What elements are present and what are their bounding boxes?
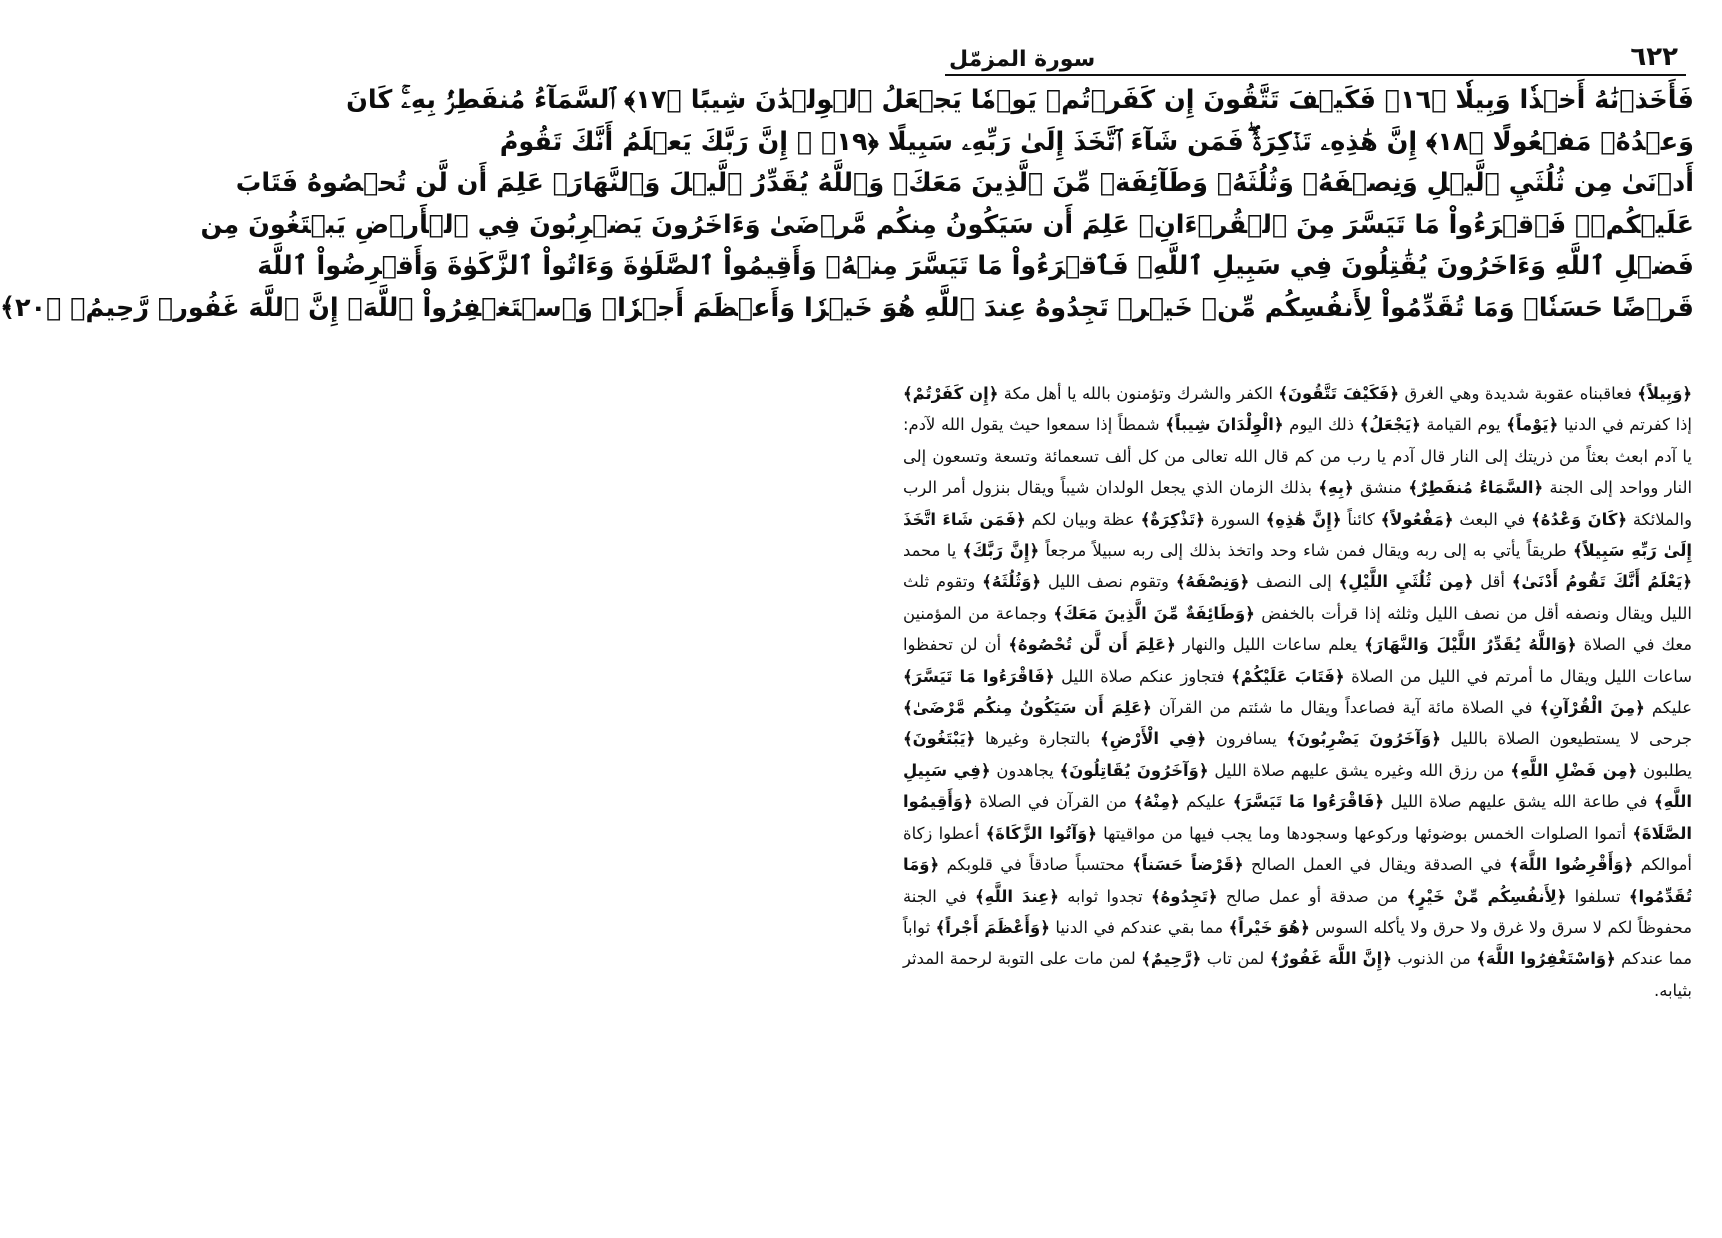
commentary-text: أقل [1473, 572, 1512, 592]
quran-quote: ﴿وَآخَرُونَ يُقَاتِلُونَ﴾ [1059, 760, 1209, 780]
commentary-text: يا محمد [903, 541, 963, 561]
quran-quote: ﴿الْوِلْدَانَ شِيباً﴾ [1165, 415, 1284, 435]
commentary-text: إلى النصف [1249, 572, 1339, 592]
commentary-text: بذلك الزمان الذي يجعل الولدان شيباً ويقال بنزول أمر الرب والملائكة [903, 478, 1692, 529]
surah-title: سورة المزمّل [949, 47, 1096, 72]
quran-quote: ﴿وَطَائِفَةٌ مِّنَ الَّذِينَ مَعَكَ﴾ [1053, 603, 1255, 623]
quran-quote: ﴿هُوَ خَيْراً﴾ [1228, 917, 1310, 937]
quran-quote: ﴿فَتَابَ عَلَيْكُمْ﴾ [1231, 666, 1345, 686]
quran-quote: ﴿إِنَّ رَبَّكَ﴾ [962, 541, 1040, 561]
quran-quote: ﴿وَأَقْرِضُوا اللَّهَ﴾ [1509, 855, 1634, 875]
quran-quote: ﴿فِي سَبِيلِ اللَّهِ﴾ [903, 760, 1692, 812]
commentary-text: يطلبون [1637, 760, 1692, 780]
quran-line: فَضۡلِ ٱللَّهِ وَءَاخَرُونَ يُقَٰتِلُونَ فِي سَبِيلِ ٱللَّهِۖ فَٱقۡرَءُواْ مَا تَيَسَّرَ مِنۡهُۚ وَأَقِيمُواْ ٱلصَّلَوٰةَ وَءَاتُواْ ٱلزَّكَوٰةَ وَأَقۡرِضُواْ ٱللَّهَ [257, 251, 1694, 281]
commentary-text: جرحى لا يستطيعون الصلاة بالليل [1440, 729, 1692, 749]
quran-quote: ﴿عَلِمَ أَن سَيَكُونُ مِنكُم مَّرْضَىٰ﴾ [903, 698, 1152, 718]
quran-quote: ﴿فَاقْرَءُوا مَا تَيَسَّرَ﴾ [903, 666, 1055, 686]
commentary-text: من الذنوب [1391, 949, 1477, 969]
commentary-text: منشق [1353, 478, 1409, 498]
quran-quote: ﴿يَجْعَلُ﴾ [1359, 415, 1421, 435]
quran-quote: ﴿يَوْماً﴾ [1506, 415, 1559, 435]
commentary-text: من صدقة أو عمل صالح [1217, 886, 1407, 906]
quran-quote: ﴿عَلِمَ أَن لَّن تُحْصُوهُ﴾ [1008, 635, 1176, 655]
commentary-paragraph [903, 378, 1692, 1006]
quran-quote: ﴿لِأَنفُسِكُم مِّنْ خَيْرٍ﴾ [1406, 886, 1567, 906]
quran-quote: ﴿وَأَعْظَمَ أَجْراً﴾ [935, 917, 1050, 937]
commentary-text: من القرآن في الصلاة [972, 792, 1134, 812]
quran-quote: ﴿فَكَيْفَ تَتَّقُونَ﴾ [1278, 384, 1399, 403]
quran-quote: ﴿وَنِصْفَهُ﴾ [1175, 572, 1250, 592]
quran-quote: ﴿كَانَ وَعْدُهُ﴾ [1531, 509, 1627, 529]
commentary-text: طريقاً يأتي به إلى ربه ويقال فمن شاء وحد واتخذ بذلك إلى ربه سبيلاً مرجعاً [1039, 541, 1573, 561]
quran-quote: ﴿إِنَّ اللَّهَ غَفُورٌ﴾ [1269, 949, 1392, 969]
commentary-text: كائناً [1341, 509, 1381, 529]
quran-quote: ﴿وَاسْتَغْفِرُوا اللَّهَ﴾ [1476, 949, 1616, 969]
quran-quote: ﴿يَبْتَغُونَ﴾ [903, 729, 976, 749]
quran-quote: ﴿مِن فَضْلِ اللَّهِ﴾ [1510, 760, 1638, 780]
commentary-text: في البعث [1453, 509, 1532, 529]
quran-quote: ﴿يَعْلَمُ أَنَّكَ تَقُومُ أَدْنَىٰ﴾ [1511, 572, 1692, 592]
quran-quote: ﴿مَفْعُولاً﴾ [1380, 509, 1454, 529]
quran-quote: ﴿فَاقْرَءُوا مَا تَيَسَّرَ﴾ [1232, 792, 1384, 812]
commentary-text: في الصدقة ويقال في العمل الصالح [1243, 855, 1510, 875]
commentary-text: في طاعة الله يشق عليهم صلاة الليل [1383, 792, 1654, 812]
commentary-text: ثواباً مما عندكم [903, 917, 1693, 969]
quran-quote: ﴿وَآتُوا الزَّكَاةَ﴾ [985, 823, 1097, 843]
quran-quote: ﴿وَآخَرُونَ يَضْرِبُونَ﴾ [1286, 729, 1441, 749]
commentary-text: فتجاوز عنكم صلاة الليل [1054, 666, 1232, 686]
commentary-text: لمن مات على التوبة لرحمة المدثر بثيابه. [903, 949, 1692, 1000]
quran-quote: ﴿قَرْضاً حَسَناً﴾ [1132, 855, 1244, 875]
commentary-text: يوم القيامة [1420, 415, 1507, 435]
commentary-text: إذا كفرتم في الدنيا [1558, 415, 1692, 435]
commentary-text: عظة وبيان لكم [1025, 509, 1141, 529]
commentary-text: تسلفوا [1566, 886, 1629, 906]
quran-quote: ﴿عِندَ اللَّهِ﴾ [975, 886, 1059, 906]
commentary-text: أعطوا زكاة أموالكم [903, 823, 1692, 875]
quran-quote: ﴿مِنَ الْقُرْآنِ﴾ [1539, 698, 1645, 718]
quran-quote: ﴿تَجِدُوهُ﴾ [1151, 886, 1218, 906]
commentary-text: في الجنة محفوظاً لكم لا سرق ولا غرق ولا حرق ولا يأكله السوس [903, 886, 1693, 937]
commentary-text: يعلم ساعات الليل والنهار [1175, 635, 1365, 655]
commentary-text: الكفر والشرك وتؤمنون بالله يا أهل مكة [998, 384, 1279, 403]
commentary-text: فعاقبناه عقوبة شديدة وهي الغرق [1398, 384, 1638, 403]
quran-quote: ﴿مِنْهُ﴾ [1133, 792, 1180, 812]
quran-quote: ﴿تَذْكِرَةٌ﴾ [1140, 509, 1205, 529]
tafsir-commentary [903, 378, 1692, 1218]
commentary-text: يسافرون [1206, 729, 1287, 749]
commentary-text: محتسباً صادقاً في قلوبكم [939, 855, 1133, 875]
quran-quote: ﴿فَمَن شَاءَ اتَّخَذَ إِلَىٰ رَبِّهِ سَبِيلاً﴾ [903, 509, 1692, 561]
quran-quote: ﴿فِي الْأَرْضِ﴾ [1100, 729, 1207, 749]
quran-line: قَرۡضًا حَسَنٗاۚ وَمَا تُقَدِّمُواْ لِأَنفُسِكُم مِّنۡ خَيۡرٖ تَجِدُوهُ عِندَ ٱللَّهِ هُوَ خَيۡرٗا وَأَعۡظَمَ أَجۡرٗاۚ وَٱسۡتَغۡفِرُواْ ٱللَّهَۖ إِنَّ ٱللَّهَ غَفُورٞ رَّحِيمُۢ ﴿٢٠﴾ [0, 292, 1694, 323]
quran-line: فَأَخَذۡنَٰهُ أَخۡذٗا وَبِيلٗا ﴿١٦﴾ فَكَيۡفَ تَتَّقُونَ إِن كَفَرۡتُمۡ يَوۡمٗا يَجۡعَلُ ٱلۡوِلۡدَٰنَ شِيبًا ﴿١٧﴾ ٱلسَّمَآءُ مُنفَطِرُۢ بِهِۦۚ كَانَ [346, 85, 1694, 115]
quran-quote: ﴿وَثُلُثَهُ﴾ [982, 572, 1042, 592]
commentary-text: السورة [1204, 509, 1266, 529]
commentary-text: شمطاً إذا سمعوا حيث يقول الله لآدم: يا آدم ابعث بعثاً من ذريتك إلى النار قال آدم يا رب من كم قال الله تعالى من كل ألف تسعمائة وتسعة وتسعون إلى النار وواحد إلى الجنة [903, 415, 1693, 498]
quran-line: عَلَيۡكُمۡۖ فَٱقۡرَءُواْ مَا تَيَسَّرَ مِنَ ٱلۡقُرۡءَانِۚ عَلِمَ أَن سَيَكُونُ مِنكُم مَّرۡضَىٰ وَءَاخَرُونَ يَضۡرِبُونَ فِي ٱلۡأَرۡضِ يَبۡتَغُونَ مِن [200, 209, 1694, 240]
quran-quote: ﴿مِن ثُلُثَيِ اللَّيْلِ﴾ [1338, 572, 1474, 592]
page-header [945, 40, 1686, 76]
commentary-text: مما بقي عندكم في الدنيا [1049, 917, 1229, 937]
commentary-text: وتقوم نصف الليل [1041, 572, 1176, 592]
commentary-text: يجاهدون [990, 760, 1060, 780]
commentary-text: ذلك اليوم [1283, 415, 1360, 435]
commentary-text: عليكم [1644, 698, 1693, 718]
quran-quote: ﴿إِن كَفَرْتُمْ﴾ [903, 384, 999, 403]
quran-line: وَعۡدُهُۥ مَفۡعُولًا ﴿١٨﴾ إِنَّ هَٰذِهِۦ تَذۡكِرَةٞۖ فَمَن شَآءَ ٱتَّخَذَ إِلَىٰ رَبِّهِۦ سَبِيلًا ﴿١٩﴾ ۞ إِنَّ رَبَّكَ يَعۡلَمُ أَنَّكَ تَقُومُ [499, 126, 1694, 157]
commentary-text: في الصلاة مائة آية فصاعداً ويقال ما شئتم من القرآن [1151, 698, 1540, 718]
commentary-text: أن لن تحفظوا ساعات الليل ويقال ما أمرتم في الليل من الصلاة [903, 635, 1692, 686]
quran-quote: ﴿بِهِ﴾ [1318, 478, 1354, 498]
quran-line: أَدۡنَىٰ مِن ثُلُثَيِ ٱلَّيۡلِ وَنِصۡفَهُۥ وَثُلُثَهُۥ وَطَآئِفَةٞ مِّنَ ٱلَّذِينَ مَعَكَۚ وَٱللَّهُ يُقَدِّرُ ٱلَّيۡلَ وَٱلنَّهَارَۚ عَلِمَ أَن لَّن تُحۡصُوهُ فَتَابَ [235, 168, 1694, 198]
commentary-text: وتقوم ثلث الليل ويقال ونصفه أقل من نصف الليل وثلثه إذا قرأت بالخفض [903, 572, 1692, 623]
quran-quote: ﴿وَأَقِيمُوا الصَّلَاةَ﴾ [903, 792, 1692, 843]
quran-quote: ﴿السَّمَاءُ مُنفَطِرٌ﴾ [1408, 478, 1544, 498]
quran-quote: ﴿وَاللَّهُ يُقَدِّرُ اللَّيْلَ وَالنَّهَارَ﴾ [1364, 635, 1577, 655]
quran-text-block [0, 80, 1694, 370]
quran-quote: ﴿رَّحِيمٌ﴾ [1141, 949, 1202, 969]
page-number: ٦٢٢ [1630, 42, 1678, 72]
commentary-text: لمن تاب [1201, 949, 1270, 969]
quran-quote: ﴿وَبِيلاً﴾ [1637, 384, 1692, 403]
quran-quote: ﴿إِنَّ هَٰذِهِ﴾ [1265, 509, 1342, 529]
commentary-text: عليكم [1179, 792, 1233, 812]
commentary-text: وجماعة من المؤمنين معك في الصلاة [903, 603, 1693, 655]
commentary-text: تجدوا ثوابه [1058, 886, 1152, 906]
commentary-text: أتموا الصلوات الخمس بوضوئها وركوعها وسجودها وما يجب فيها من مواقيتها [1096, 823, 1633, 843]
quran-quote: ﴿وَمَا تُقَدِّمُوا﴾ [903, 855, 1692, 906]
commentary-text: بالتجارة وغيرها [975, 729, 1101, 749]
commentary-text: من رزق الله وغيره يشق عليهم صلاة الليل [1208, 760, 1511, 780]
